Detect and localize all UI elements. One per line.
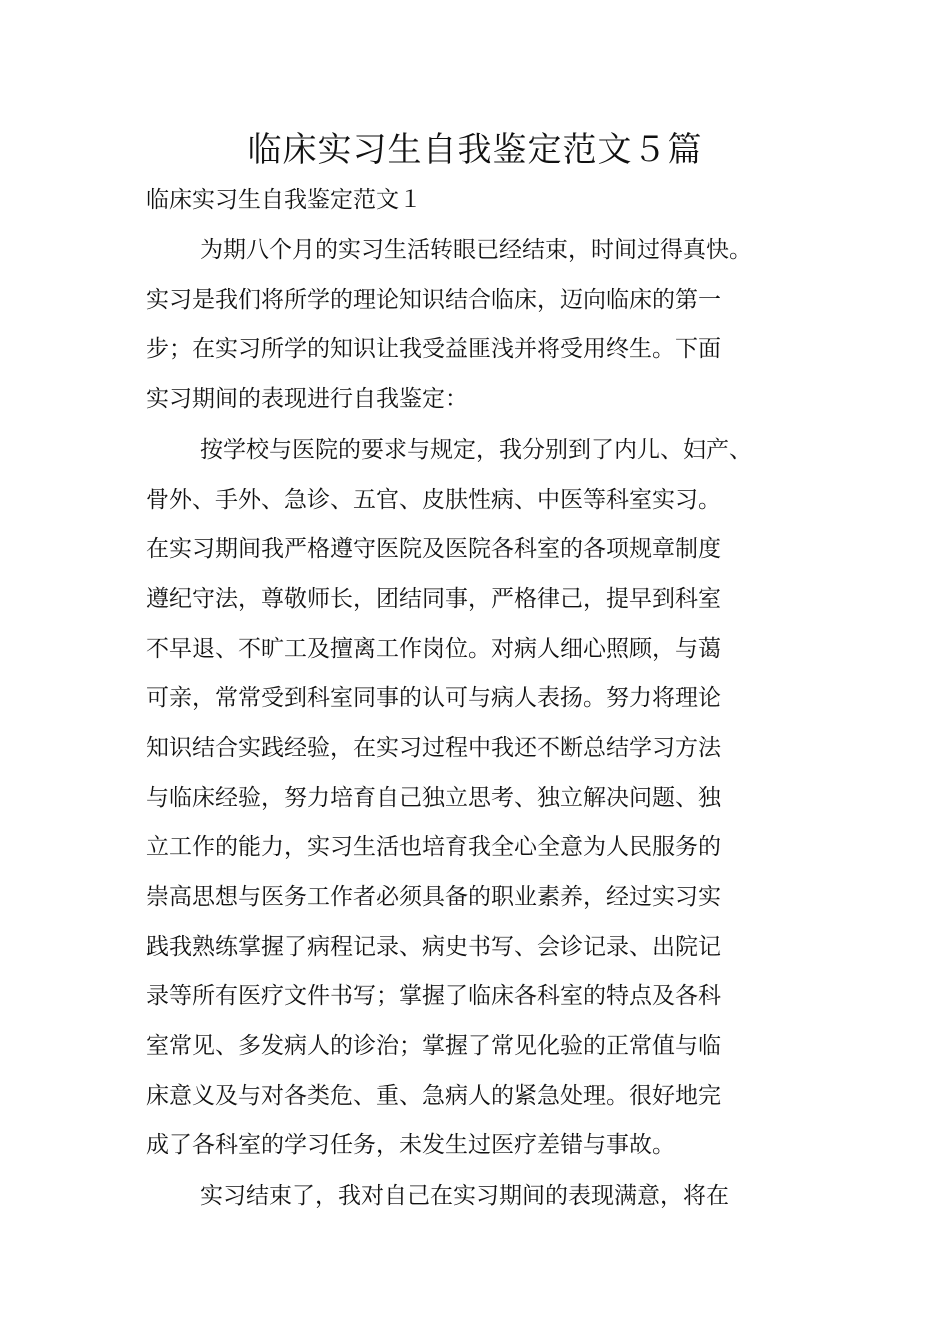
paragraph-line: 步；在实习所学的知识让我受益匪浅并将受用终生。下面	[146, 336, 721, 362]
paragraph-line: 崇高思想与医务工作者必须具备的职业素养，经过实习实	[146, 884, 721, 910]
paragraph-line: 实习是我们将所学的理论知识结合临床，迈向临床的第一	[146, 287, 721, 313]
paragraph-line: 不早退、不旷工及擅离工作岗位。对病人细心照顾，与蔼	[146, 636, 721, 662]
paragraph-line: 床意义及与对各类危、重、急病人的紧急处理。很好地完	[146, 1083, 721, 1109]
paragraph-line: 可亲，常常受到科室同事的认可与病人表扬。努力将理论	[146, 685, 721, 711]
paragraph-line: 知识结合实践经验，在实习过程中我还不断总结学习方法	[146, 735, 721, 761]
paragraph-line: 与临床经验，努力培育自己独立思考、独立解决问题、独	[146, 785, 721, 811]
paragraph-line: 实习结束了，我对自己在实习期间的表现满意，将在	[200, 1183, 729, 1209]
paragraph-line: 按学校与医院的要求与规定，我分别到了内儿、妇产、	[200, 437, 752, 463]
paragraph-line: 实习期间的表现进行自我鉴定：	[146, 386, 468, 412]
paragraph-line: 室常见、多发病人的诊治；掌握了常见化验的正常值与临	[146, 1033, 721, 1059]
document-title: 临床实习生自我鉴定范文５篇	[247, 130, 703, 170]
paragraph-line: 践我熟练掌握了病程记录、病史书写、会诊记录、出院记	[146, 934, 721, 960]
paragraph-line: 立工作的能力，实习生活也培育我全心全意为人民服务的	[146, 834, 721, 860]
paragraph-line: 骨外、手外、急诊、五官、皮肤性病、中医等科室实习。	[146, 487, 721, 513]
paragraph-line: 成了各科室的学习任务，未发生过医疗差错与事故。	[146, 1132, 675, 1158]
paragraph-line: 录等所有医疗文件书写；掌握了临床各科室的特点及各科	[146, 983, 721, 1009]
paragraph-line: 为期八个月的实习生活转眼已经结束，时间过得真快。	[200, 237, 752, 263]
paragraph-line: 遵纪守法，尊敬师长，团结同事，严格律己，提早到科室	[146, 586, 721, 612]
section-subtitle: 临床实习生自我鉴定范文１	[146, 187, 422, 213]
paragraph-line: 在实习期间我严格遵守医院及医院各科室的各项规章制度	[146, 536, 721, 562]
